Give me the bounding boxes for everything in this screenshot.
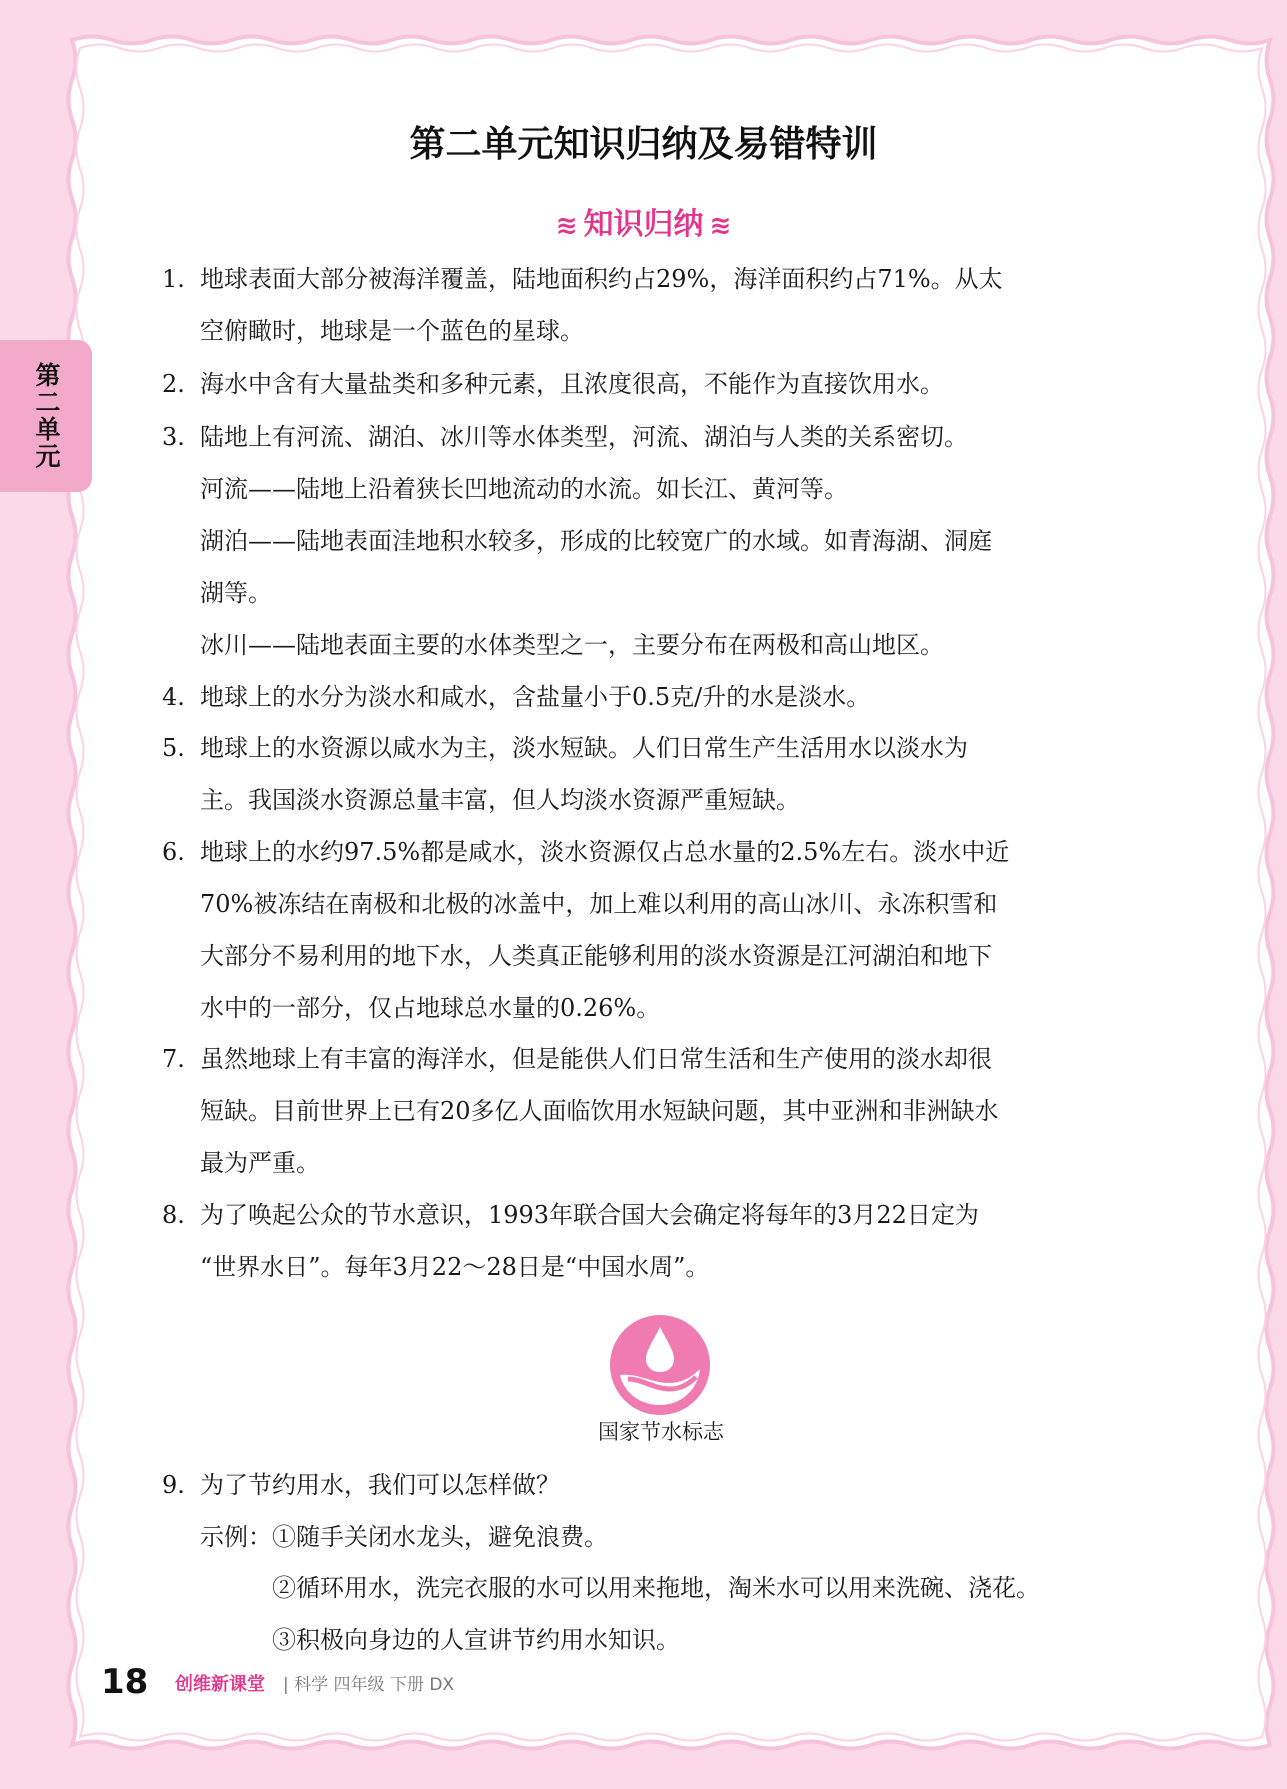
item-text-line: 地球上的水约97.5%都是咸水，淡水资源仅占总水量的2.5%左右。淡水中近	[200, 838, 1010, 866]
item-number: 7.	[162, 1045, 185, 1073]
item-number: 3.	[162, 423, 185, 451]
item-text-line: 水中的一部分，仅占地球总水量的0.26%。	[200, 994, 661, 1022]
item-text-line: 大部分不易利用的地下水，人类真正能够利用的淡水资源是江河湖泊和地下	[200, 942, 992, 970]
unit-side-tab-label: 第二单元	[32, 362, 61, 470]
footer-meta: | 科学 四年级 下册 DX	[283, 1675, 455, 1695]
item-text-line: 主。我国淡水资源总量丰富，但人均淡水资源严重短缺。	[200, 786, 800, 814]
item-text-line: 虽然地球上有丰富的海洋水，但是能供人们日常生活和生产使用的淡水却很	[200, 1045, 992, 1073]
item-number: 4.	[162, 683, 185, 711]
item-number: 2.	[162, 370, 185, 398]
page-number: 18	[101, 1662, 149, 1702]
section-heading	[0, 199, 1287, 243]
item-text-line: 70%被冻结在南极和北极的冰盖中，加上难以利用的高山冰川、永冻积雪和	[200, 890, 998, 918]
item-text-line: 地球表面大部分被海洋覆盖，陆地面积约占29%，海洋面积约占71%。从太	[200, 265, 1003, 293]
item-text-line: 示例：①随手关闭水龙头，避免浪费。	[200, 1523, 608, 1551]
item-text-line: 最为严重。	[200, 1149, 320, 1177]
unit-side-tab	[0, 340, 92, 492]
item-number: 5.	[162, 734, 185, 762]
item-text-line: ③积极向身边的人宣讲节约用水知识。	[272, 1626, 680, 1654]
item-text-line: 湖泊——陆地表面洼地积水较多，形成的比较宽广的水域。如青海湖、洞庭	[200, 527, 992, 555]
page-title: 第二单元知识归纳及易错特训	[409, 124, 878, 165]
wave-decoration-icon: ≋	[709, 211, 732, 241]
section-heading-text: 知识归纳	[583, 207, 704, 242]
item-text-line: “世界水日”。每年3月22～28日是“中国水周”。	[200, 1253, 710, 1281]
item-text-line: 冰川——陆地表面主要的水体类型之一，主要分布在两极和高山地区。	[200, 631, 944, 659]
water-saving-logo-icon	[608, 1313, 712, 1417]
item-text-line: 地球上的水分为淡水和咸水，含盐量小于0.5克/升的水是淡水。	[200, 683, 871, 711]
item-text-line: 短缺。目前世界上已有20多亿人面临饮用水短缺问题，其中亚洲和非洲缺水	[200, 1097, 999, 1125]
item-text-line: 地球上的水资源以咸水为主，淡水短缺。人们日常生产生活用水以淡水为	[200, 734, 968, 762]
item-text-line: 陆地上有河流、湖泊、冰川等水体类型，河流、湖泊与人类的关系密切。	[200, 423, 968, 451]
footer-brand: 创维新课堂	[175, 1674, 265, 1695]
logo-caption: 国家节水标志	[598, 1420, 724, 1444]
item-number: 1.	[162, 265, 185, 293]
item-text-line: 为了节约用水，我们可以怎样做？	[200, 1471, 560, 1499]
item-number: 9.	[162, 1471, 185, 1499]
item-text-line: 河流——陆地上沿着狭长凹地流动的水流。如长江、黄河等。	[200, 475, 848, 503]
item-text-line: 湖等。	[200, 579, 272, 607]
item-text-line: 为了唤起公众的节水意识，1993年联合国大会确定将每年的3月22日定为	[200, 1201, 979, 1229]
item-text-line: 海水中含有大量盐类和多种元素，且浓度很高，不能作为直接饮用水。	[200, 370, 944, 398]
wave-decoration-icon: ≋	[555, 211, 578, 241]
item-number: 6.	[162, 838, 185, 866]
item-text-line: 空俯瞰时，地球是一个蓝色的星球。	[200, 317, 584, 345]
item-text-line: ②循环用水，洗完衣服的水可以用来拖地，淘米水可以用来洗碗、浇花。	[272, 1574, 1040, 1602]
item-number: 8.	[162, 1201, 185, 1229]
